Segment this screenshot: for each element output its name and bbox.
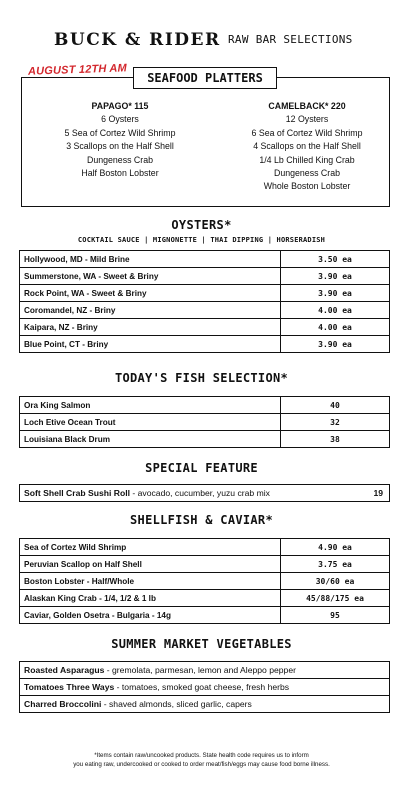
platter-line: Whole Boston Lobster	[263, 181, 351, 192]
item-desc: - Briny	[69, 322, 98, 332]
table-row	[20, 251, 390, 268]
table-row	[20, 268, 390, 285]
table-row	[20, 573, 390, 590]
feature-desc: - avocado, cucumber, yuzu crab mix	[130, 488, 270, 498]
feature-name: Soft Shell Crab Sushi Roll	[24, 488, 130, 498]
logo: BUCK & RIDER	[54, 30, 221, 50]
item-price: 32	[281, 414, 390, 431]
item-price: 3.90 ea	[281, 268, 390, 285]
platter-line: Half Boston Lobster	[81, 168, 159, 179]
item-desc: - Briny	[87, 305, 116, 315]
item-name: Rock Point, WA	[24, 288, 85, 298]
feature-title: SPECIAL FEATURE	[145, 461, 258, 475]
item-price: 3.75 ea	[281, 556, 390, 573]
item-name: Sea of Cortez Wild Shrimp	[20, 539, 281, 556]
table-row	[20, 607, 390, 624]
table-row	[20, 696, 390, 713]
item-name: Loch Etive Ocean Trout	[20, 414, 281, 431]
vegetables-table	[19, 661, 390, 713]
table-row	[20, 319, 390, 336]
platter-line: 4 Scallops on the Half Shell	[253, 141, 361, 152]
table-row	[20, 539, 390, 556]
item-desc: - Sweet & Briny	[84, 288, 147, 298]
item-price: 45/88/175 ea	[281, 590, 390, 607]
item-name: Ora King Salmon	[20, 397, 281, 414]
platter-line: Dungeness Crab	[273, 168, 340, 179]
feature-text	[24, 485, 270, 501]
platter-line: 3 Scallops on the Half Shell	[66, 141, 174, 152]
item-desc: - Mild Brine	[82, 254, 130, 264]
table-row	[20, 397, 390, 414]
item-name: Tomatoes Three Ways	[24, 682, 115, 692]
fish-table	[19, 396, 390, 448]
health-disclaimer	[0, 751, 403, 769]
platter-camelback	[227, 100, 387, 194]
table-row	[20, 431, 390, 448]
item-name: Hollywood, MD	[24, 254, 83, 264]
feature-row	[19, 484, 390, 502]
item-name: Coromandel, NZ	[24, 305, 88, 315]
platter-name: PAPAGO* 115	[91, 101, 149, 111]
item-cell	[20, 268, 281, 285]
oysters-title: OYSTERS*	[171, 218, 232, 232]
item-price: 95	[281, 607, 390, 624]
feature-price: 19	[373, 488, 383, 498]
table-row	[20, 679, 390, 696]
platter-line: 6 Oysters	[101, 114, 139, 125]
platter-line: Dungeness Crab	[86, 154, 153, 165]
platter-line: 5 Sea of Cortez Wild Shrimp	[64, 127, 176, 138]
item-price: 3.90 ea	[281, 336, 390, 353]
item-name: Roasted Asparagus	[24, 665, 105, 675]
oysters-table	[19, 250, 390, 353]
table-row	[20, 590, 390, 607]
item-cell	[20, 302, 281, 319]
shellfish-table	[19, 538, 390, 624]
item-price: 4.90 ea	[281, 539, 390, 556]
item-name: Boston Lobster - Half/Whole	[20, 573, 281, 590]
item-cell	[20, 336, 281, 353]
platter-line: 1/4 Lb Chilled King Crab	[259, 154, 355, 165]
platter-line: 6 Sea of Cortez Wild Shrimp	[251, 127, 363, 138]
disclaimer-line: *Items contain raw/uncooked products. State health code requires us to inform	[94, 752, 309, 759]
item-name: Peruvian Scallop on Half Shell	[20, 556, 281, 573]
item-name: Kaipara, NZ	[24, 322, 70, 332]
table-row	[20, 414, 390, 431]
date-stamp: AUGUST 12TH AM	[27, 62, 128, 78]
item-desc: - Briny	[79, 339, 109, 349]
sauces-list: COCKTAIL SAUCE | MIGNONETTE | THAI DIPPING | HORSERADISH	[77, 236, 326, 244]
disclaimer-line: you eating raw, undercooked or cooked to order meat/fish/eggs may cause food borne illness.	[73, 761, 330, 768]
item-cell	[20, 319, 281, 336]
item-cell	[20, 696, 390, 713]
platter-line: 12 Oysters	[285, 114, 329, 125]
table-row	[20, 336, 390, 353]
item-cell	[20, 662, 390, 679]
item-price: 40	[281, 397, 390, 414]
vegetables-title: SUMMER MARKET VEGETABLES	[111, 637, 292, 651]
item-name: Summerstone, WA	[24, 271, 97, 281]
item-price: 30/60 ea	[281, 573, 390, 590]
table-row	[20, 302, 390, 319]
item-price: 4.00 ea	[281, 302, 390, 319]
item-price: 38	[281, 431, 390, 448]
shellfish-title: SHELLFISH & CAVIAR*	[130, 513, 273, 527]
item-name: Charred Broccolini	[24, 699, 102, 709]
table-row	[20, 662, 390, 679]
platter-name: CAMELBACK* 220	[268, 101, 346, 111]
item-cell	[20, 285, 281, 302]
fish-title: TODAY'S FISH SELECTION*	[114, 371, 289, 385]
item-name: Blue Point, CT	[24, 339, 80, 349]
menu-header	[0, 30, 403, 50]
item-price: 3.90 ea	[281, 285, 390, 302]
platter-papago	[40, 100, 200, 180]
item-cell	[20, 251, 281, 268]
platters-title: SEAFOOD PLATTERS	[133, 67, 277, 89]
item-desc: - tomatoes, smoked goat cheese, fresh herbs	[114, 682, 290, 692]
item-name: Caviar, Golden Osetra - Bulgaria - 14g	[20, 607, 281, 624]
item-cell	[20, 679, 390, 696]
item-price: 4.00 ea	[281, 319, 390, 336]
item-desc: - gremolata, parmesan, lemon and Aleppo pepper	[104, 665, 296, 675]
table-row	[20, 556, 390, 573]
header-subtitle: RAW BAR SELECTIONS	[228, 33, 353, 46]
item-name: Alaskan King Crab - 1/4, 1/2 & 1 lb	[20, 590, 281, 607]
item-name: Louisiana Black Drum	[20, 431, 281, 448]
item-desc: - Sweet & Briny	[96, 271, 159, 281]
item-desc: - shaved almonds, sliced garlic, capers	[101, 699, 252, 709]
table-row	[20, 285, 390, 302]
item-price: 3.50 ea	[281, 251, 390, 268]
